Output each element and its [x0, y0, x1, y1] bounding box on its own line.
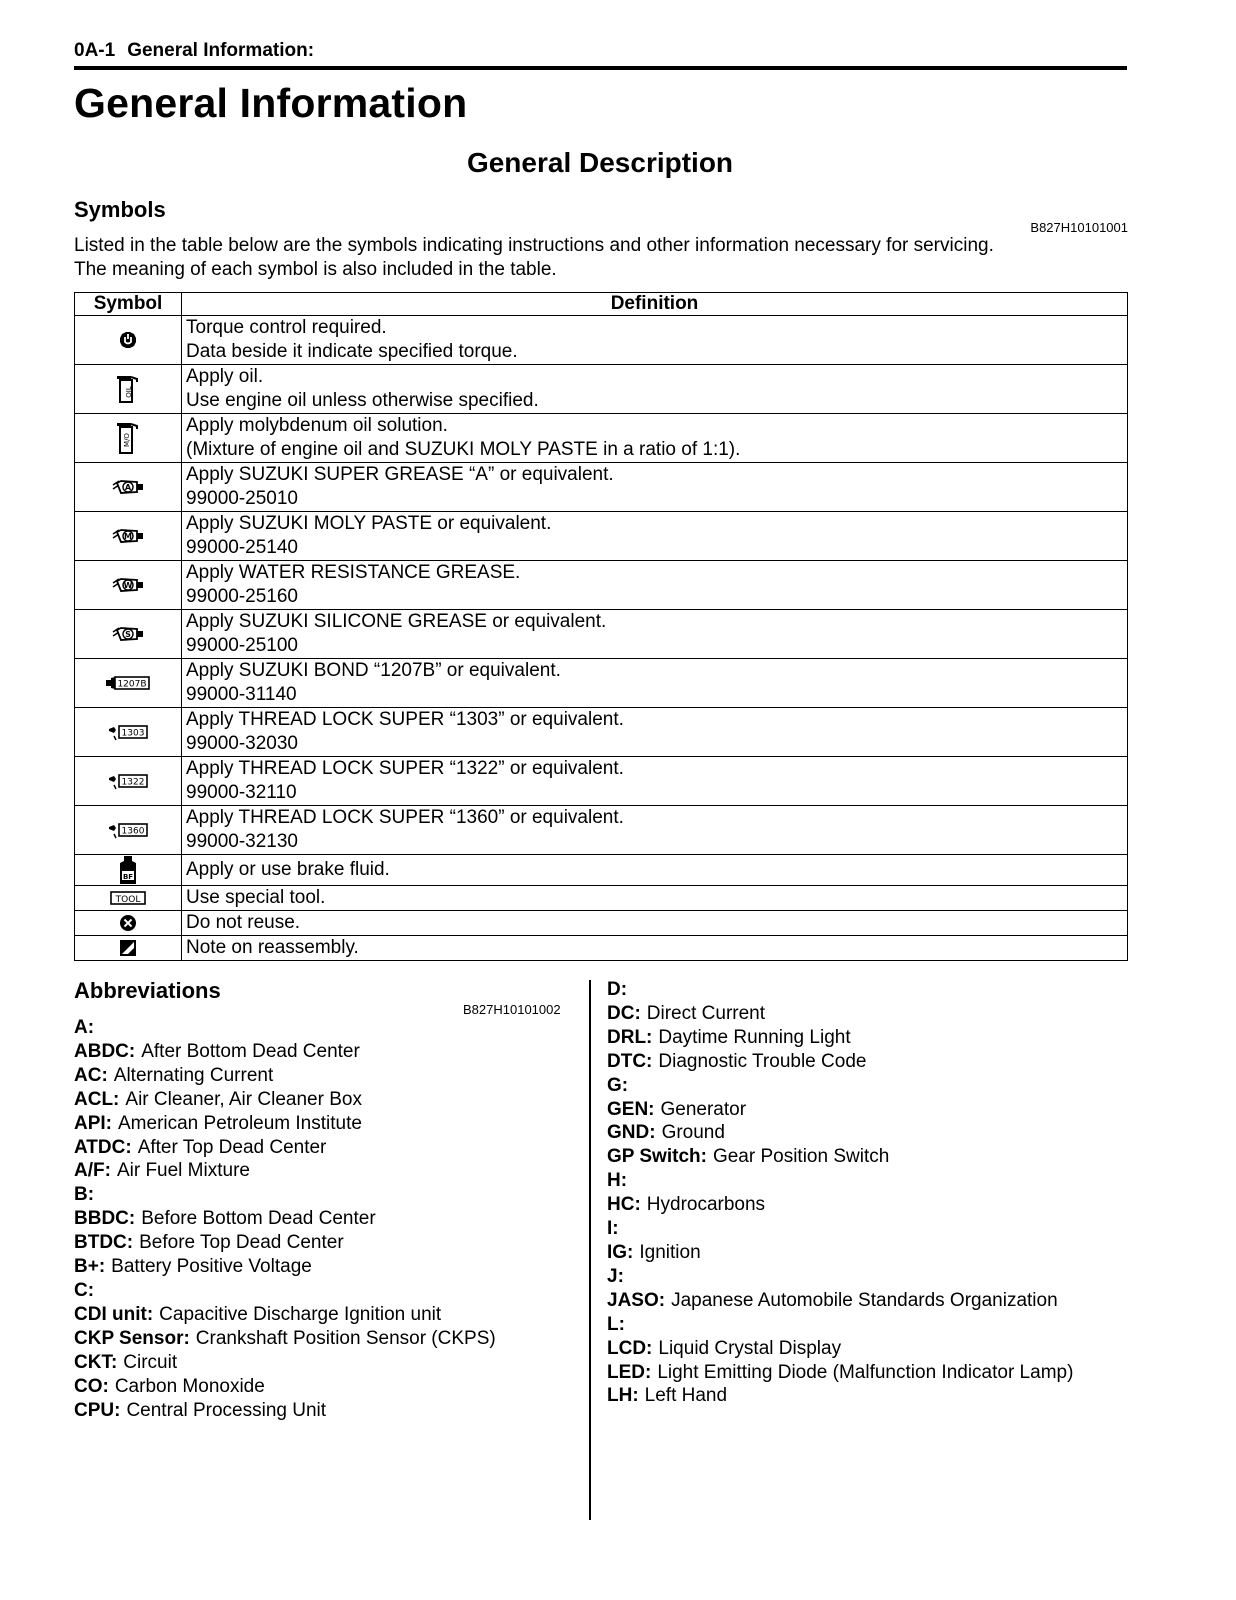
- abbreviation-description: After Bottom Dead Center: [141, 1040, 360, 1062]
- symbol-cell: [75, 708, 182, 757]
- abbreviation-term: LED:: [607, 1361, 652, 1383]
- abbreviation-description: Before Bottom Dead Center: [141, 1208, 376, 1230]
- reassembly-note-icon: [119, 939, 137, 957]
- symbol-cell: [75, 659, 182, 708]
- thread-lock-1360-icon: [107, 820, 149, 840]
- abbreviation-term: GP Switch:: [607, 1146, 707, 1168]
- abbreviation-description: Left Hand: [644, 1385, 728, 1407]
- symbols-intro: [74, 234, 1134, 282]
- definition-cell: Apply THREAD LOCK SUPER “1303” or equivalent. 99000-32030: [182, 708, 1128, 757]
- definition-cell: Note on reassembly.: [182, 936, 1128, 961]
- symbol-cell: [75, 610, 182, 659]
- definition-cell: Use special tool.: [182, 886, 1128, 911]
- table-row: [75, 757, 1128, 806]
- abbreviation-description: Air Fuel Mixture: [116, 1160, 250, 1182]
- abbreviation-term: D:: [607, 979, 628, 1000]
- page-number: 0A-1: [74, 40, 116, 61]
- abbreviation-term: CKP Sensor:: [74, 1327, 190, 1349]
- abbreviation-term: HC:: [607, 1194, 641, 1216]
- abbreviation-term: LCD:: [607, 1337, 653, 1359]
- page-header: [74, 40, 314, 62]
- abbreviation-entry: [607, 978, 1073, 1002]
- table-row: [75, 463, 1128, 512]
- table-header-row: [75, 293, 1128, 316]
- definition-cell: Do not reuse.: [182, 911, 1128, 936]
- abbreviation-term: C:: [74, 1279, 95, 1301]
- symbol-cell: [75, 512, 182, 561]
- abbreviation-entry: [74, 1399, 496, 1423]
- abbreviations-right-column: [607, 978, 1073, 1408]
- abbreviation-entry: [607, 1002, 1073, 1026]
- definition-cell: Apply or use brake fluid.: [182, 855, 1128, 886]
- table-row: [75, 512, 1128, 561]
- abbreviation-description: Carbon Monoxide: [114, 1375, 265, 1397]
- table-row: [75, 561, 1128, 610]
- abbreviation-term: ABDC:: [74, 1040, 136, 1062]
- definition-cell: Apply THREAD LOCK SUPER “1322” or equivalent. 99000-32110: [182, 757, 1128, 806]
- abbreviation-description: Daytime Running Light: [658, 1026, 851, 1048]
- abbreviation-entry: [74, 1040, 496, 1064]
- abbreviation-term: J:: [607, 1265, 624, 1287]
- abbreviation-entry: [74, 1375, 496, 1399]
- bond-icon-label: 1207B: [117, 679, 147, 690]
- abbreviation-entry: [607, 1313, 1073, 1337]
- abbreviation-description: After Top Dead Center: [137, 1136, 327, 1158]
- abbreviation-description: Crankshaft Position Sensor (CKPS): [195, 1327, 496, 1349]
- abbreviation-description: Capacitive Discharge Ignition unit: [159, 1303, 442, 1325]
- symbol-cell: [75, 806, 182, 855]
- abbreviation-entry: [74, 1303, 496, 1327]
- abbreviation-term: IG:: [607, 1241, 634, 1263]
- abbreviation-term: AC:: [74, 1064, 108, 1086]
- abbreviation-term: L:: [607, 1313, 625, 1335]
- abbreviation-entry: [74, 1112, 496, 1136]
- symbol-cell: [75, 911, 182, 936]
- abbreviation-description: Alternating Current: [113, 1064, 274, 1086]
- table-row: [75, 855, 1128, 886]
- abbreviations-heading: Abbreviations: [74, 978, 221, 1003]
- definition-cell: Apply SUZUKI SUPER GREASE “A” or equivalent. 99000-25010: [182, 463, 1128, 512]
- abbreviation-term: CO:: [74, 1375, 109, 1397]
- abbreviation-term: A:: [74, 1017, 95, 1038]
- symbol-cell: [75, 316, 182, 365]
- abbreviation-entry: [74, 1088, 496, 1112]
- abbreviation-entry: [607, 1074, 1073, 1098]
- grease-m-icon: [111, 526, 145, 546]
- abbreviation-entry: [607, 1241, 1073, 1265]
- abbreviation-term: I:: [607, 1218, 619, 1240]
- grease-w-label: W: [123, 580, 133, 590]
- column-header-symbol: Symbol: [75, 293, 182, 316]
- abbreviation-entry: [74, 1351, 496, 1375]
- definition-cell: Torque control required. Data beside it indicate specified torque.: [182, 316, 1128, 365]
- table-row: [75, 708, 1128, 757]
- abbreviation-entry: [74, 1064, 496, 1088]
- tool-icon-label: TOOL: [115, 894, 141, 905]
- header-section: General Information:: [127, 40, 315, 61]
- do-not-reuse-icon: [119, 914, 137, 932]
- abbreviation-entry: [607, 1384, 1073, 1408]
- abbreviation-term: ATDC:: [74, 1136, 132, 1158]
- moly-icon-label: M/O: [123, 433, 131, 447]
- abbreviation-description: Battery Positive Voltage: [111, 1256, 312, 1278]
- abbreviation-entry: [74, 1136, 496, 1160]
- abbreviation-entry: [607, 1169, 1073, 1193]
- torque-icon: [119, 331, 137, 349]
- intro-line-1: Listed in the table below are the symbols indicating instructions and other information necessary for servicing.: [74, 235, 994, 256]
- thread-lock-1303-icon: [107, 722, 149, 742]
- abbreviation-entry: [607, 1121, 1073, 1145]
- definition-cell: Apply THREAD LOCK SUPER “1360” or equivalent. 99000-32130: [182, 806, 1128, 855]
- abbreviation-entry: [607, 1050, 1073, 1074]
- grease-m-label: M: [124, 531, 132, 541]
- abbreviation-entry: [607, 1193, 1073, 1217]
- header-rule: [74, 66, 1127, 70]
- abbreviation-description: Diagnostic Trouble Code: [658, 1050, 867, 1072]
- grease-s-icon: [111, 624, 145, 644]
- tl1322-icon-label: 1322: [121, 777, 145, 788]
- intro-line-2: The meaning of each symbol is also included in the table.: [74, 259, 557, 280]
- definition-cell: Apply SUZUKI BOND “1207B” or equivalent. 99000-31140: [182, 659, 1128, 708]
- abbreviation-description: Gear Position Switch: [712, 1146, 890, 1168]
- abbreviation-description: Direct Current: [646, 1002, 766, 1024]
- special-tool-icon: [110, 890, 146, 906]
- abbreviation-term: A/F:: [74, 1160, 111, 1182]
- abbreviations-ref-code: B827H10101002: [463, 1002, 561, 1017]
- abbreviation-term: GND:: [607, 1122, 656, 1144]
- abbreviation-term: BTDC:: [74, 1232, 134, 1254]
- brake-fluid-icon: [118, 855, 138, 885]
- table-row: [75, 806, 1128, 855]
- abbreviation-entry: [607, 1026, 1073, 1050]
- abbreviation-description: Before Top Dead Center: [139, 1232, 344, 1254]
- table-row: [75, 886, 1128, 911]
- abbreviation-entry: [607, 1265, 1073, 1289]
- grease-w-icon: [111, 575, 145, 595]
- oil-icon: [116, 374, 140, 404]
- symbol-cell: [75, 855, 182, 886]
- table-row: [75, 414, 1128, 463]
- abbreviation-entry: [607, 1145, 1073, 1169]
- abbreviation-entry: [74, 1279, 496, 1303]
- symbol-cell: [75, 463, 182, 512]
- definition-cell: Apply SUZUKI MOLY PASTE or equivalent. 99000-25140: [182, 512, 1128, 561]
- section-title: General Description: [466, 147, 734, 178]
- symbols-heading: Symbols: [74, 197, 166, 222]
- abbreviation-term: B+:: [74, 1256, 106, 1278]
- abbreviation-term: LH:: [607, 1385, 639, 1407]
- table-row: [75, 316, 1128, 365]
- bond-1207b-icon: [105, 674, 151, 692]
- tl1360-icon-label: 1360: [121, 826, 145, 837]
- abbreviation-term: G:: [607, 1074, 629, 1096]
- grease-s-label: S: [125, 629, 131, 639]
- abbreviation-entry: [607, 1217, 1073, 1241]
- abbreviation-term: DC:: [607, 1002, 641, 1024]
- definition-cell: Apply molybdenum oil solution. (Mixture of engine oil and SUZUKI MOLY PASTE in a ratio of 1:1).: [182, 414, 1128, 463]
- abbreviation-description: Ignition: [639, 1241, 701, 1263]
- abbreviation-term: DTC:: [607, 1050, 653, 1072]
- abbreviation-entry: [607, 1098, 1073, 1122]
- abbreviation-term: ACL:: [74, 1088, 120, 1110]
- definition-cell: Apply oil. Use engine oil unless otherwise specified.: [182, 365, 1128, 414]
- column-header-definition: Definition: [182, 293, 1128, 316]
- symbol-cell: [75, 936, 182, 961]
- abbreviation-description: Light Emitting Diode (Malfunction Indicator Lamp): [657, 1361, 1074, 1383]
- abbreviations-left-column: [74, 1016, 496, 1422]
- abbreviation-description: Hydrocarbons: [646, 1194, 766, 1216]
- symbol-cell: [75, 886, 182, 911]
- symbols-ref-code: B827H10101001: [1030, 220, 1128, 235]
- abbreviation-term: JASO:: [607, 1289, 666, 1311]
- abbreviation-term: B:: [74, 1184, 95, 1206]
- abbreviation-term: API:: [74, 1112, 112, 1134]
- symbols-table: [74, 292, 1128, 961]
- definition-cell: Apply SUZUKI SILICONE GREASE or equivalent. 99000-25100: [182, 610, 1128, 659]
- abbreviation-term: H:: [607, 1170, 628, 1192]
- definition-cell: Apply WATER RESISTANCE GREASE. 99000-25160: [182, 561, 1128, 610]
- abbreviation-description: Circuit: [123, 1351, 178, 1373]
- page-title: General Information: [74, 80, 468, 126]
- abbreviation-term: CDI unit:: [74, 1303, 154, 1325]
- abbreviation-entry: [74, 1255, 496, 1279]
- abbreviation-entry: [607, 1337, 1073, 1361]
- abbreviation-entry: [607, 1289, 1073, 1313]
- abbreviation-entry: [607, 1361, 1073, 1385]
- abbreviation-description: American Petroleum Institute: [118, 1112, 362, 1134]
- abbreviation-term: BBDC:: [74, 1208, 136, 1230]
- table-row: [75, 936, 1128, 961]
- table-row: [75, 610, 1128, 659]
- symbol-cell: [75, 414, 182, 463]
- symbol-cell: [75, 757, 182, 806]
- abbreviation-entry: [74, 1207, 496, 1231]
- abbreviation-entry: [74, 1183, 496, 1207]
- grease-a-label: A: [124, 482, 132, 492]
- abbreviation-description: Central Processing Unit: [126, 1399, 327, 1421]
- abbreviation-description: Liquid Crystal Display: [658, 1337, 842, 1359]
- symbol-cell: [75, 365, 182, 414]
- abbreviation-entry: [74, 1231, 496, 1255]
- abbreviation-description: Air Cleaner, Air Cleaner Box: [125, 1088, 362, 1110]
- tl1303-icon-label: 1303: [121, 728, 145, 739]
- thread-lock-1322-icon: [107, 771, 149, 791]
- abbreviation-description: Generator: [660, 1098, 747, 1120]
- abbreviation-description: Japanese Automobile Standards Organization: [671, 1289, 1058, 1311]
- abbreviation-term: GEN:: [607, 1098, 655, 1120]
- table-row: [75, 659, 1128, 708]
- moly-oil-icon: [116, 421, 140, 455]
- abbreviation-entry: [74, 1159, 496, 1183]
- table-row: [75, 365, 1128, 414]
- oil-icon-label: OIL: [125, 386, 133, 398]
- abbreviation-term: CPU:: [74, 1399, 121, 1421]
- abbreviation-description: Ground: [661, 1122, 725, 1144]
- column-divider: [589, 980, 591, 1520]
- abbreviation-entry: [74, 1327, 496, 1351]
- abbreviation-entry: [74, 1016, 496, 1040]
- table-row: [75, 911, 1128, 936]
- bf-icon-label: BF: [122, 873, 134, 881]
- abbreviation-term: CKT:: [74, 1351, 118, 1373]
- grease-a-icon: [111, 477, 145, 497]
- symbol-cell: [75, 561, 182, 610]
- abbreviation-term: DRL:: [607, 1026, 653, 1048]
